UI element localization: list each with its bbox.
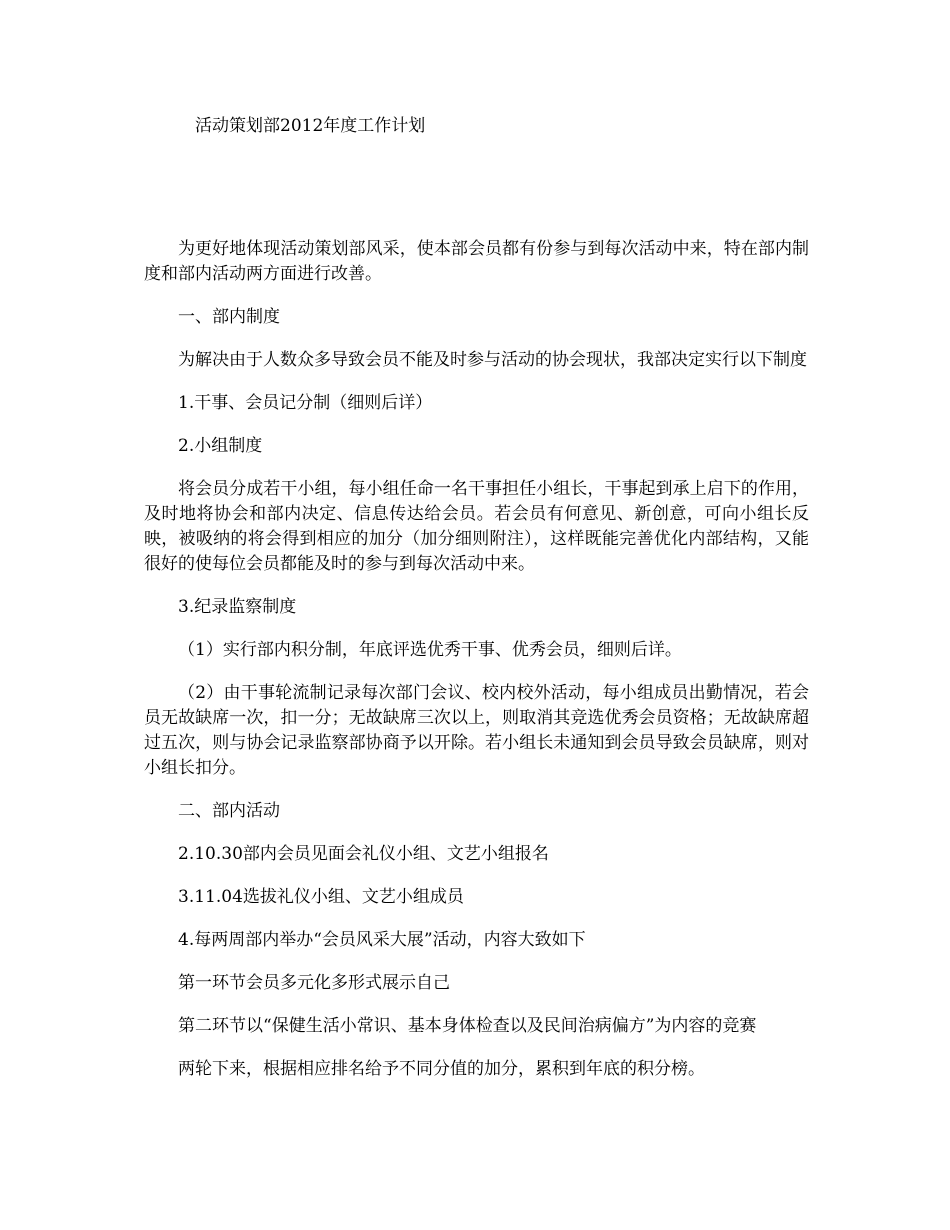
activity-stage-1: 第一环节会员多元化多形式展示自己 xyxy=(178,973,450,993)
intro-paragraph: 为更好地体现活动策划部风采，使本部会员都有份参与到每次活动中来，特在部内制度和部内活动两方面进行改善。 xyxy=(144,239,809,284)
activity-stage-2: 第二环节以“保健生活小常识、基本身体检查以及民间治病偏方”为内容的竞赛 xyxy=(178,1016,757,1036)
section-heading-internal-system: 一、部内制度 xyxy=(178,307,280,327)
list-item-group-system: 2.小组制度 xyxy=(178,436,263,456)
supervision-item-2: （2）由干事轮流制记录每次部门会议、校内校外活动，每小组成员出勤情况，若会员无故缺席一次，扣一分；无故缺席三次以上，则取消其竞选优秀会员资格；无故缺席超过五次，则与协会记录监察部协商予以开除。若小组长未通知到会员导致会员缺席，则对小组长扣分。 xyxy=(144,683,809,778)
document-body xyxy=(144,237,809,1100)
section-heading-internal-activities: 二、部内活动 xyxy=(178,801,280,821)
list-item-scoring-system: 1.干事、会员记分制（细则后详） xyxy=(178,393,433,413)
activity-item-2: 2.10.30部内会员见面会礼仪小组、文艺小组报名 xyxy=(178,844,549,864)
system-intro-paragraph: 为解决由于人数众多导致会员不能及时参与活动的协会现状，我部决定实行以下制度 xyxy=(178,350,807,370)
activity-summary: 两轮下来，根据相应排名给予不同分值的加分，累积到年底的积分榜。 xyxy=(178,1059,705,1079)
list-item-supervision-system: 3.纪录监察制度 xyxy=(178,597,297,617)
activity-item-3: 3.11.04选拔礼仪小组、文艺小组成员 xyxy=(178,887,464,907)
group-system-paragraph: 将会员分成若干小组，每小组任命一名干事担任小组长，干事起到承上启下的作用，及时地将协会和部内决定、信息传达给会员。若会员有何意见、新创意，可向小组长反映，被吸纳的将会得到相应的加分（加分细则附注），这样既能完善优化内部结构，又能很好的使每位会员都能及时的参与到每次活动中来。 xyxy=(144,479,809,574)
activity-item-4: 4.每两周部内举办“会员风采大展”活动，内容大致如下 xyxy=(178,930,586,950)
supervision-item-1: （1）实行部内积分制，年底评选优秀干事、优秀会员，细则后详。 xyxy=(178,640,682,660)
document-title: 活动策划部2012年度工作计划 xyxy=(195,116,426,136)
